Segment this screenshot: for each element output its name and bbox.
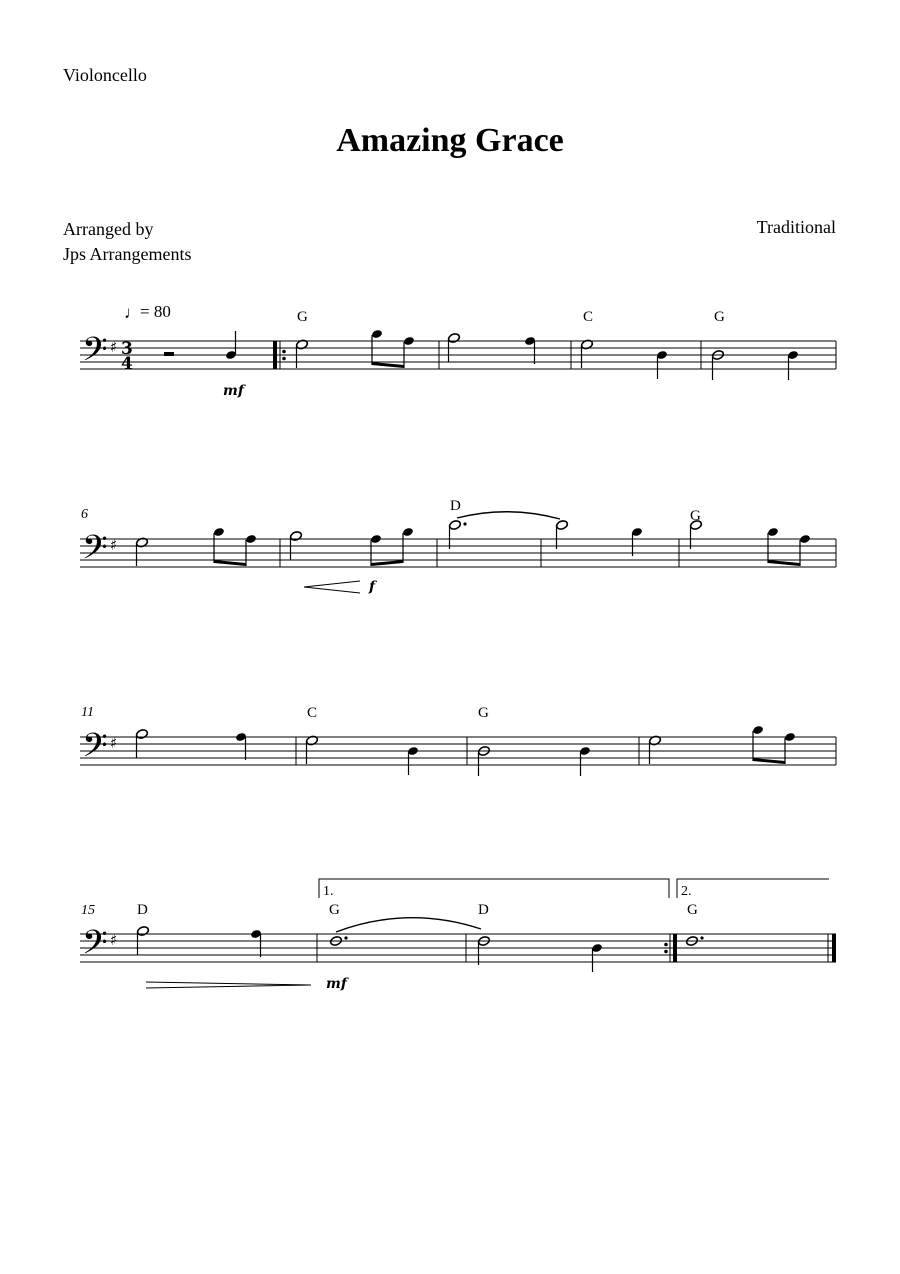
note — [784, 732, 796, 742]
beam — [753, 758, 785, 764]
chord-symbol: D — [450, 498, 461, 514]
staff-system-4 — [80, 879, 836, 992]
volta-bracket-2 — [677, 879, 829, 899]
staff-lines — [80, 737, 836, 765]
beam — [371, 560, 403, 566]
chord-symbol: G — [478, 705, 489, 721]
note — [799, 534, 811, 544]
score-title: Amazing Grace — [336, 122, 564, 159]
dynamic-f: f — [369, 579, 376, 595]
measure-number: 6 — [81, 507, 88, 522]
staff-system-1 — [80, 302, 836, 399]
slur — [336, 918, 481, 932]
staff-lines — [80, 934, 836, 962]
note — [371, 329, 383, 339]
note — [370, 534, 382, 544]
tempo-marking — [124, 302, 171, 322]
staff-system-2 — [80, 498, 836, 595]
chord-symbol: G — [714, 309, 725, 325]
volta-label-2: 2. — [681, 884, 692, 899]
volta-bracket-1 — [319, 879, 669, 899]
note — [402, 527, 414, 537]
crescendo-hairpin — [304, 581, 360, 593]
augmentation-dot — [463, 522, 466, 525]
note — [752, 725, 764, 735]
note — [556, 520, 569, 531]
beam — [372, 362, 404, 368]
staff-system-3 — [80, 705, 836, 776]
beam — [214, 560, 246, 566]
half-rest — [164, 352, 174, 356]
staff-lines — [80, 539, 836, 567]
volta-label-1: 1. — [323, 884, 334, 899]
time-signature-top: 3 — [121, 339, 133, 359]
note — [403, 336, 415, 346]
dynamic-mf: mf — [223, 383, 244, 399]
tie — [457, 512, 560, 519]
arranger-name: Jps Arrangements — [63, 244, 192, 264]
decrescendo-hairpin — [146, 982, 311, 988]
note — [290, 531, 303, 542]
composer-credit: Traditional — [756, 217, 836, 237]
chord-symbol: D — [478, 902, 489, 918]
augmentation-dot — [344, 936, 347, 939]
dynamic-mf: mf — [326, 976, 347, 992]
note — [245, 534, 257, 544]
key-signature-sharp: ♯ — [110, 734, 118, 752]
quarter-note-glyph: ♩ — [124, 303, 141, 322]
chord-symbol: C — [583, 309, 594, 325]
instrument-name: Violoncello — [63, 65, 147, 85]
augmentation-dot — [700, 936, 703, 939]
note — [449, 520, 462, 531]
bass-clef: 𝄢 — [82, 331, 108, 377]
time-signature-bottom: 4 — [121, 354, 133, 374]
note — [137, 926, 150, 937]
arranger-label: Arranged by — [63, 219, 154, 239]
bass-clef: 𝄢 — [82, 529, 108, 575]
bass-clef: 𝄢 — [82, 727, 108, 773]
key-signature-sharp: ♯ — [110, 338, 118, 356]
measure-number: 11 — [81, 705, 94, 720]
note — [213, 527, 225, 537]
key-signature-sharp: ♯ — [110, 931, 118, 949]
note — [136, 729, 149, 740]
chord-symbol: D — [137, 902, 148, 918]
chord-symbol: G — [690, 508, 701, 524]
note — [448, 333, 461, 344]
chord-symbol: G — [329, 902, 340, 918]
chord-symbol: G — [687, 902, 698, 918]
measure-number: 15 — [81, 903, 95, 918]
note — [767, 527, 779, 537]
bass-clef: 𝄢 — [82, 924, 108, 970]
chord-symbol: C — [307, 705, 318, 721]
tempo-value: = 80 — [140, 302, 171, 321]
chord-symbol: G — [297, 309, 308, 325]
beam — [768, 560, 800, 566]
key-signature-sharp: ♯ — [110, 536, 118, 554]
